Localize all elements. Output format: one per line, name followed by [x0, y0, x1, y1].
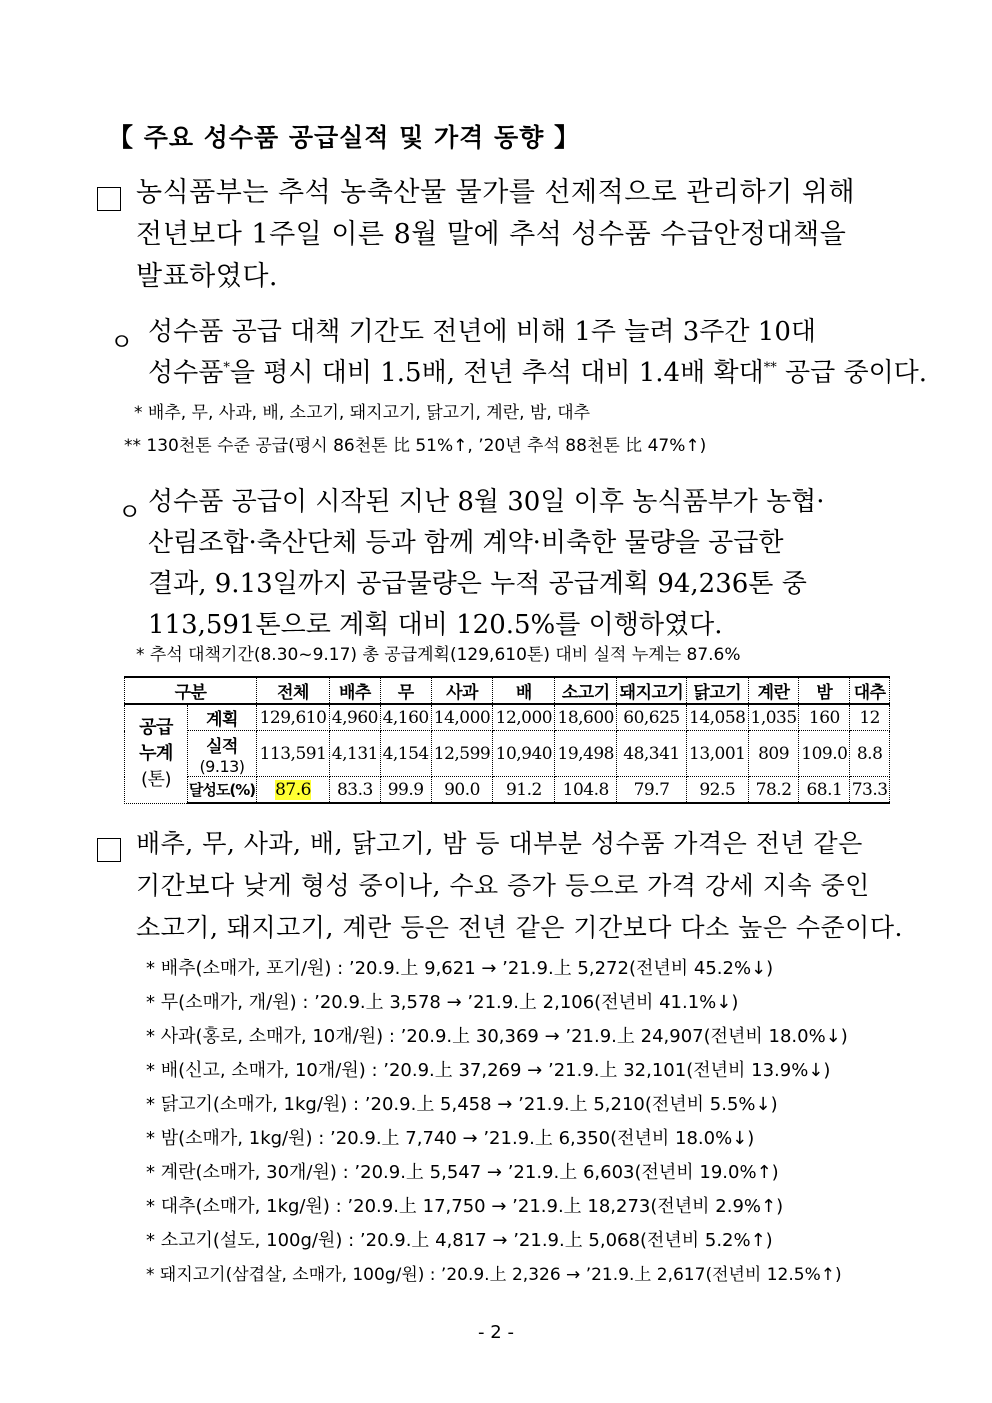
table-cell: 19,498 [555, 731, 617, 777]
table-cell: 104.8 [555, 777, 617, 804]
sub1-line [148, 353, 927, 394]
footnote-mark: ** [763, 360, 777, 376]
table-cell: 92.5 [686, 777, 748, 804]
sub1-line: 성수품 공급 대책 기간도 전년에 비해 1주 늘려 3주간 10대 [148, 317, 816, 347]
table-cell: 79.7 [617, 777, 687, 804]
table-header-cell: 무 [380, 677, 431, 704]
section2-line: 배추, 무, 사과, 배, 닭고기, 밤 등 대부분 성수품 가격은 전년 같은 [136, 829, 863, 858]
table-cell: 12 [850, 704, 890, 731]
price-item: * 무(소매가, 개/원) : ’20.9.上 3,578 → ’21.9.上 2,106(전년비 41.1%↓) [146, 992, 739, 1013]
sub2-line: 113,591톤으로 계획 대비 120.5%를 이행하였다. [148, 610, 723, 640]
table-header-cell: 대추 [850, 677, 890, 704]
sub2-paragraph [148, 482, 825, 646]
table-cell: 109.0 [799, 731, 850, 777]
sub1-text: 공급 중이다. [776, 358, 928, 388]
table-cell: 12,000 [493, 704, 555, 731]
table-cell: 73.3 [850, 777, 890, 804]
price-item: * 돼지고기(삼겹살, 소매가, 100g/원) : ’20.9.上 2,326 → ’21.9.上 2,617(전년비 12.5%↑) [146, 1265, 842, 1285]
section1-line: 전년보다 1주일 이른 8월 말에 추석 성수품 수급안정대책을 [136, 219, 847, 250]
table-cell: 90.0 [431, 777, 493, 804]
sub1-text: 을 평시 대비 1.5배, 전년 추석 대비 1.4배 확대 [229, 358, 764, 388]
table-cell: 129,610 [257, 704, 330, 731]
footnote: * 추석 대책기간(8.30~9.17) 총 공급계획(129,610톤) 대비 실적 누계는 87.6% [136, 645, 741, 665]
section2-paragraph [136, 823, 903, 949]
row-label-subtext: (9.13) [199, 756, 245, 776]
table-cell: 4,131 [330, 731, 381, 777]
price-item: * 배추(소매가, 포기/원) : ’20.9.上 9,621 → ’21.9.上 5,272(전년비 45.2%↓) [146, 958, 774, 979]
footnote: * 배추, 무, 사과, 배, 소고기, 돼지고기, 닭고기, 계란, 밤, 대추 [134, 403, 591, 423]
sub1-paragraph [148, 312, 927, 394]
table-header-cell: 계란 [748, 677, 799, 704]
checkbox-icon [97, 187, 121, 211]
table-cell: 99.9 [380, 777, 431, 804]
price-item: * 대추(소매가, 1kg/원) : ’20.9.上 17,750 → ’21.9.上 18,273(전년비 2.9%↑) [146, 1196, 784, 1217]
sub2-line: 산림조합·축산단체 등과 함께 계약·비축한 물량을 공급한 [148, 528, 784, 558]
price-item: * 밤(소매가, 1kg/원) : ’20.9.上 7,740 → ’21.9.上 6,350(전년비 18.0%↓) [146, 1128, 755, 1149]
row-label: 계획 [188, 704, 257, 731]
table-cell: 160 [799, 704, 850, 731]
supply-table [124, 676, 890, 804]
group-label: 누계 [139, 742, 173, 764]
table-header-row [125, 677, 890, 704]
table-row [125, 704, 890, 731]
section1-line: 발표하였다. [136, 261, 278, 292]
circle-bullet-icon: ㅇ [118, 498, 142, 526]
group-label: (톤) [141, 768, 171, 790]
table-header-cell: 닭고기 [686, 677, 748, 704]
table-cell: 4,160 [380, 704, 431, 731]
price-item: * 계란(소매가, 30개/원) : ’20.9.上 5,547 → ’21.9.上 6,603(전년비 19.0%↑) [146, 1162, 779, 1183]
table-cell: 14,000 [431, 704, 493, 731]
highlighted-value: 87.6 [275, 779, 311, 800]
sub2-line: 성수품 공급이 시작된 지난 8월 30일 이후 농식품부가 농협· [148, 487, 825, 517]
price-item: * 배(신고, 소매가, 10개/원) : ’20.9.上 37,269 → ’21.9.上 32,101(전년비 13.9%↓) [146, 1060, 831, 1081]
price-item: * 닭고기(소매가, 1kg/원) : ’20.9.上 5,458 → ’21.9.上 5,210(전년비 5.5%↓) [146, 1094, 778, 1115]
table-cell: 68.1 [799, 777, 850, 804]
page-number: - 2 - [478, 1322, 514, 1343]
table-row [125, 777, 890, 804]
table-header-cell: 전체 [257, 677, 330, 704]
table-header-cell: 밤 [799, 677, 850, 704]
section2-line: 기간보다 낮게 형성 중이나, 수요 증가 등으로 가격 강세 지속 중인 [136, 871, 870, 900]
row-label: 달성도(%) [188, 777, 257, 804]
footnote: ** 130천톤 수준 공급(평시 86천톤 比 51%↑, ’20년 추석 88천톤 比 47%↑) [124, 436, 707, 456]
table-cell: 1,035 [748, 704, 799, 731]
table-cell [257, 777, 330, 804]
sub2-line: 결과, 9.13일까지 공급물량은 누적 공급계획 94,236톤 중 [148, 569, 807, 599]
row-label [188, 731, 257, 777]
table-header-cell: 배추 [330, 677, 381, 704]
price-item: * 소고기(설도, 100g/원) : ’20.9.上 4,817 → ’21.9.上 5,068(전년비 5.2%↑) [146, 1230, 773, 1251]
section2-line: 소고기, 돼지고기, 계란 등은 전년 같은 기간보다 다소 높은 수준이다. [136, 913, 903, 942]
group-label: 공급 [139, 716, 173, 738]
table-header-cell: 돼지고기 [617, 677, 687, 704]
table-cell: 83.3 [330, 777, 381, 804]
table-header-cell: 소고기 [555, 677, 617, 704]
table-header-cell: 구분 [125, 677, 257, 704]
circle-bullet-icon: ㅇ [110, 328, 134, 356]
table-cell: 4,960 [330, 704, 381, 731]
table-cell: 809 [748, 731, 799, 777]
table-header-cell: 사과 [431, 677, 493, 704]
table-cell: 48,341 [617, 731, 687, 777]
table-cell: 4,154 [380, 731, 431, 777]
price-item: * 사과(홍로, 소매가, 10개/원) : ’20.9.上 30,369 → ’21.9.上 24,907(전년비 18.0%↓) [146, 1026, 848, 1047]
table-cell: 113,591 [257, 731, 330, 777]
table-cell: 13,001 [686, 731, 748, 777]
section1-paragraph [136, 172, 855, 298]
table-cell: 18,600 [555, 704, 617, 731]
table-cell: 8.8 [850, 731, 890, 777]
row-label-text: 실적 [206, 736, 238, 757]
table-row [125, 731, 890, 777]
page-title: 【 주요 성수품 공급실적 및 가격 동향 】 [108, 123, 581, 152]
table-group-cell [125, 704, 188, 803]
table-cell: 14,058 [686, 704, 748, 731]
table-cell: 91.2 [493, 777, 555, 804]
table-cell: 10,940 [493, 731, 555, 777]
section1-line: 농식품부는 추석 농축산물 물가를 선제적으로 관리하기 위해 [136, 177, 856, 208]
checkbox-icon [97, 838, 121, 862]
table-cell: 78.2 [748, 777, 799, 804]
footnote-mark: * [223, 360, 230, 376]
table-cell: 60,625 [617, 704, 687, 731]
table-header-cell: 배 [493, 677, 555, 704]
sub1-text: 성수품 [148, 358, 224, 388]
table-cell: 12,599 [431, 731, 493, 777]
